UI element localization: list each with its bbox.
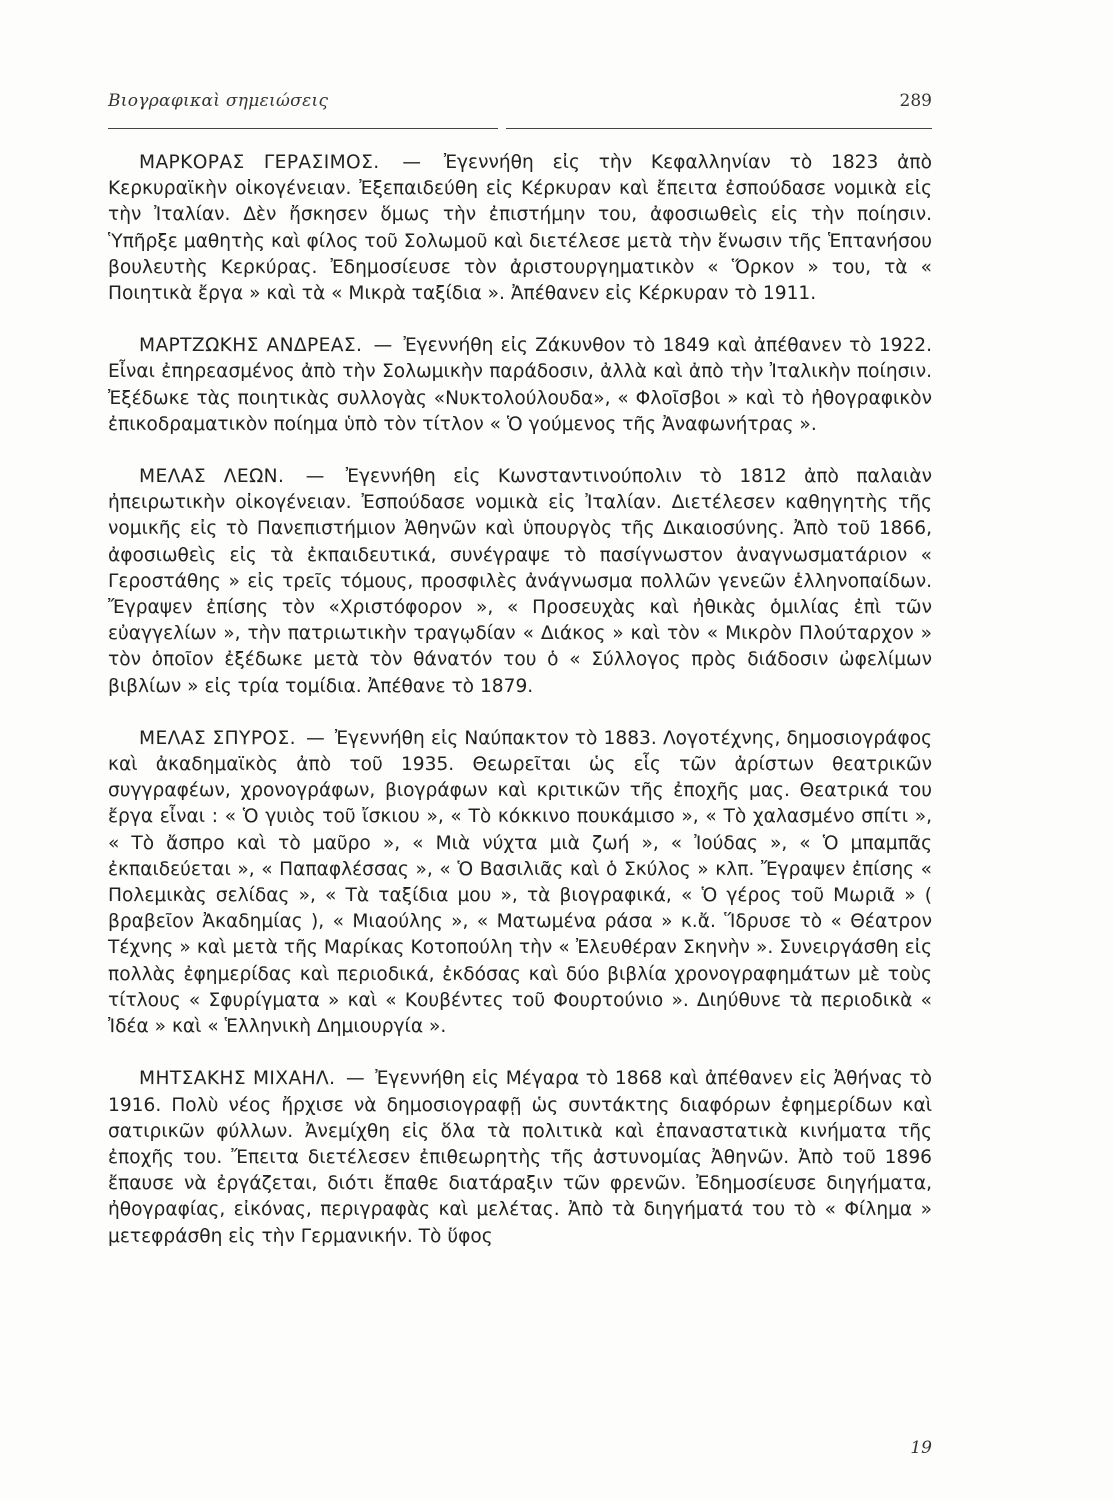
signature-mark: 19: [910, 1438, 932, 1458]
entry-dash: —: [402, 152, 421, 173]
entry-dash: —: [346, 1068, 365, 1090]
entry-text: Ἐγεννήθη εἰς Ναύπακτον τὸ 1883. Λογοτέχνης, δημοσιογράφος καὶ ἀκαδημαϊκὸς ἀπὸ τοῦ 1935. Θεωρεῖται ὡς εἷς τῶν ἀρίστων θεατρικῶν συγγραφέων, χρονογράφων, βιογράφων καὶ κριτικῶν τῆς ἐποχῆς μας. Θεατρικά του ἔργα εἶναι : « Ὁ γυιὸς τοῦ ἴσκιου », « Τὸ κόκκινο πουκάμισο », « Τὸ χαλασμένο σπίτι », « Τὸ ἄσπρο καὶ τὸ μαῦρο », « Μιὰ νύχτα μιὰ ζωή », « Ἰούδας », « Ὁ μπαμπᾶς ἐκπαιδεύεται », « Παπαφλέσσας », « Ὁ Βασιλιᾶς καὶ ὁ Σκύλος » κλπ. Ἔγραψεν ἐπίσης « Πολεμικὰς σελίδας », « Τὰ ταξίδια μου », τὰ βιογραφικά, « Ὁ γέρος τοῦ Μωριᾶ » ( βραβεῖον Ἀκαδημίας ), « Μιαούλης », « Ματωμένα ράσα » κ.ἄ. Ἵδρυσε τὸ « Θέατρον Τέχνης » καὶ μετὰ τῆς Μαρίκας Κοτοπούλη τὴν « Ἐλευθέραν Σκηνὴν ». Συνειργάσθη εἰς πολλὰς ἐφημερίδας καὶ περιοδικά, ἐκδόσας καὶ δύο βιβλία χρονογραφημάτων μὲ τοὺς τίτλους « Σφυρίγματα » καὶ « Κουβέντες τοῦ Φουρτούνιο ». Διηύθυνε τὰ περιοδικὰ « Ἰδέα » καὶ « Ἑλληνικὴ Δημιουργία ».: [108, 727, 932, 1038]
entry-text: Ἐγεννήθη εἰς Μέγαρα τὸ 1868 καὶ ἀπέθανεν εἰς Ἀθήνας τὸ 1916. Πολὺ νέος ἤρχισε νὰ δημοσιογραφῇ ὡς συντάκτης διαφόρων ἐφημερίδων καὶ σατιρικῶν φύλλων. Ἀνεμίχθη εἰς ὅλα τὰ πολιτικὰ καὶ ἐπαναστατικὰ κινήματα τῆς ἐποχῆς του. Ἔπειτα διετέλεσεν ἐπιθεωρητὴς τῆς ἀστυνομίας Ἀθηνῶν. Ἀπὸ τοῦ 1896 ἔπαυσε νὰ ἐργάζεται, διότι ἔπαθε διατάραξιν τῶν φρενῶν. Ἐδημοσίευσε διηγήματα, ἠθογραφίας, εἰκόνας, περιγραφὰς καὶ μελέτας. Ἀπὸ τὰ διηγήματά του τὸ « Φίλημα » μετεφράσθη εἰς τὴν Γερμανικήν. Τὸ ὕφος: [108, 1068, 933, 1247]
entry-text: Ἐγεννήθη εἰς Ζάκυνθον τὸ 1849 καὶ ἀπέθανεν τὸ 1922. Εἶναι ἐπηρεασμένος ἀπὸ τὴν Σολωμικὴν παράδοσιν, ἀλλὰ καὶ ἀπὸ τὴν Ἰταλικὴν ποίησιν. Ἐξέδωκε τὰς ποιητικὰς συλλογὰς «Νυκτολούλουδα», « Φλοῖσβοι » καὶ τὸ ἠθογραφικὸν ἐπικοδραματικὸν ποίημα ὑπὸ τὸν τίτλον « Ὁ γούμενος τῆς Ἀναφωνήτρας ».: [108, 335, 933, 435]
biography-entry: [108, 1066, 932, 1249]
running-head: [108, 91, 932, 121]
entry-dash: —: [305, 466, 325, 488]
entry-name: ΜΕΛΑΣ ΣΠΥΡΟΣ.: [139, 727, 296, 749]
biography-entry: [108, 333, 932, 438]
entry-text: Ἐγεννήθη εἰς Κωνσταντινούπολιν τὸ 1812 ἀπὸ παλαιὰν ἠπειρωτικὴν οἰκογένειαν. Ἐσπούδασε νομικὰ εἰς Ἰταλίαν. Διετέλεσεν καθηγητὴς τῆς νομικῆς εἰς τὸ Πανεπιστήμιον Ἀθηνῶν καὶ ὑπουργὸς τῆς Δικαιοσύνης. Ἀπὸ τοῦ 1866, ἀφοσιωθεὶς εἰς τὰ ἐκπαιδευτικά, συνέγραψε τὸ πασίγνωστον ἀναγνωσματάριον « Γεροστάθης » εἰς τρεῖς τόμους, προσφιλὲς ἀνάγνωσμα πολλῶν γενεῶν ἑλληνοπαίδων. Ἔγραψεν ἐπίσης τὸν «Χριστόφορον », « Προσευχὰς καὶ ἠθικὰς ὁμιλίας ἐπὶ τῶν εὐαγγελίων », τὴν πατριωτικὴν τραγῳδίαν « Διάκος » καὶ τὸν « Μικρὸν Πλούταρχον » τὸν ὁποῖον ἐξέδωκε μετὰ τὸν θάνατόν του ὁ « Σύλλογος πρὸς διάδοσιν ὠφελίμων βιβλίων » εἰς τρία τομίδια. Ἀπέθανε τὸ 1879.: [108, 466, 932, 697]
entry-name: ΜΕΛΑΣ ΛΕΩΝ.: [139, 466, 285, 488]
biography-entry: [108, 464, 932, 700]
entry-name: ΜΑΡΚΟΡΑΣ ΓΕΡΑΣΙΜΟΣ.: [139, 152, 380, 173]
running-head-title: Βιογραφικαὶ σημειώσεις: [108, 91, 329, 111]
biography-entry: [108, 150, 932, 307]
entry-name: ΜΗΤΣΑΚΗΣ ΜΙΧΑΗΛ.: [139, 1068, 336, 1090]
biography-entries: [108, 150, 932, 1276]
biography-entry: [108, 726, 932, 1040]
entry-name: ΜΑΡΤΖΩΚΗΣ ΑΝΔΡΕΑΣ.: [139, 335, 363, 357]
entry-text: Ἐγεννήθη εἰς τὴν Κεφαλληνίαν τὸ 1823 ἀπὸ Κερκυραϊκὴν οἰκογένειαν. Ἐξεπαιδεύθη εἰς Κέρκυραν καὶ ἔπειτα ἐσπούδασε νομικὰ εἰς τὴν Ἰταλίαν. Δὲν ἤσκησεν ὅμως τὴν ἐπιστήμην του, ἀφοσιωθεὶς εἰς τὴν ποίησιν. Ὑπῆρξε μαθητὴς καὶ φίλος τοῦ Σολωμοῦ καὶ διετέλεσε μετὰ τὴν ἕνωσιν τῆς Ἑπτανήσου βουλευτὴς Κερκύρας. Ἐδημοσίευσε τὸν ἀριστουργηματικὸν « Ὅρκον » του, τὰ « Ποιητικὰ ἔργα » καὶ τὰ « Μικρὰ ταξίδια ». Ἀπέθανεν εἰς Κέρκυραν τὸ 1911.: [108, 152, 933, 305]
header-rule-right: [506, 128, 932, 129]
entry-dash: —: [373, 335, 393, 357]
header-rule-left: [108, 128, 498, 129]
page-number: 289: [899, 91, 932, 111]
entry-dash: —: [306, 727, 325, 749]
